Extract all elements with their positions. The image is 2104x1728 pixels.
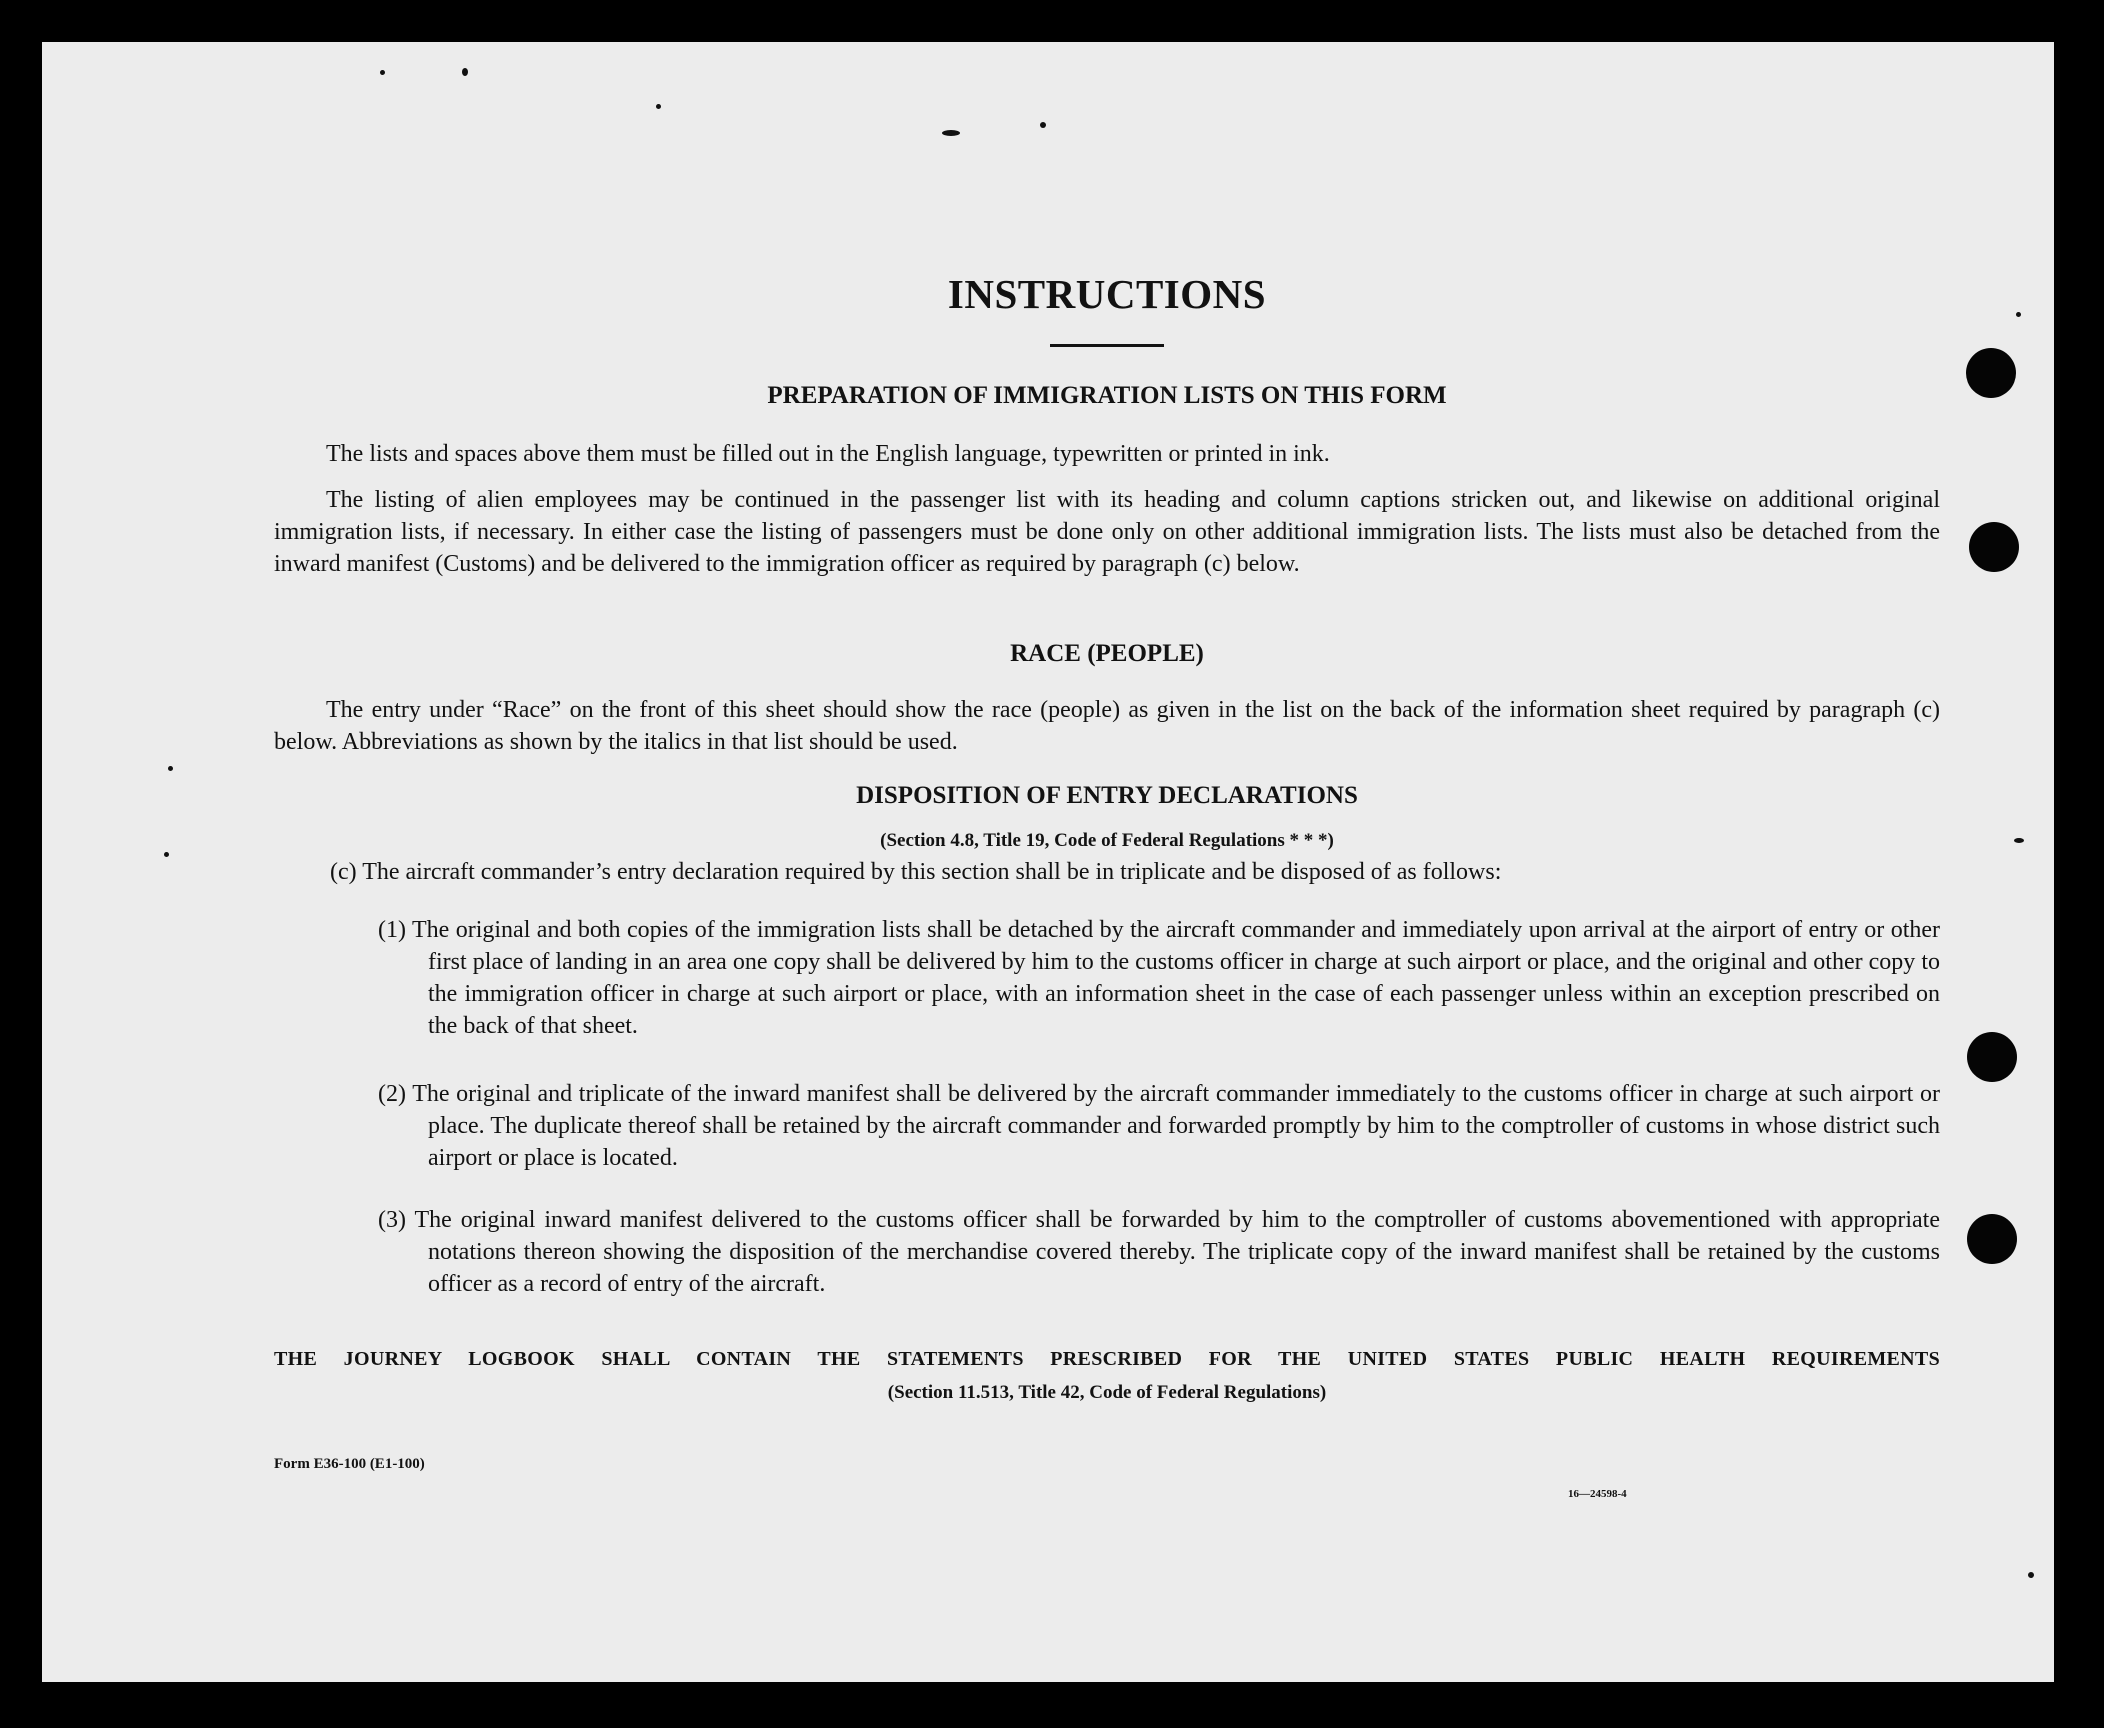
scan-speck [168,766,173,771]
preparation-paragraph-2: The listing of alien employees may be continued in the passenger list with its heading and column captions stricken out, and likewise on additional original immigration lists, if necessary. In either case the listing of passengers must be done only on other additional immigration lists. The lists must also be detached from the inward manifest (Customs) and be delivered to the immigration officer as required by paragraph (c) below. [274,487,1940,577]
scan-speck [2028,1572,2034,1578]
scan-speck [656,104,661,109]
disposition-lead: (c) The aircraft commander’s entry declaration required by this section shall be in triplicate and be disposed of as follows: [330,859,1502,885]
document-page [42,42,2054,1682]
punch-hole-icon [1969,522,2019,572]
page-title: INSTRUCTIONS [947,271,1267,317]
public-health-statement: THE JOURNEY LOGBOOK SHALL CONTAIN THE STATEMENTS PRESCRIBED FOR THE UNITED STATES PUBLIC HEALTH REQUIREMENTS [274,1348,1940,1370]
disposition-item-1: (1) The original and both copies of the immigration lists shall be detached by the aircraft commander and immediately upon arrival at the airport of entry or other first place of landing in an area one copy shall be delivered by him to the customs officer in charge at such airport or place, and the original and other copy to the immigration officer in charge at such airport or place, with an information sheet in the case of each passenger unless within an exception prescribed on the back of that sheet. [378,917,1940,1039]
section-heading-disposition: DISPOSITION OF ENTRY DECLARATIONS [856,782,1358,809]
punch-hole-icon [1966,348,2016,398]
scan-speck [2016,312,2021,317]
punch-hole-icon [1967,1032,2017,1082]
section-heading-preparation: PREPARATION OF IMMIGRATION LISTS ON THIS FORM [767,382,1447,409]
disposition-item-2: (2) The original and triplicate of the inward manifest shall be delivered by the aircraft commander immediately to the customs officer in charge at such airport or place. The duplicate thereof shall be retained by the aircraft commander and forwarded promptly by him to the comptroller of customs in whose district such airport or place is located. [378,1081,1940,1171]
scan-speck [1040,122,1046,128]
scan-speck [2014,838,2024,843]
disposition-citation: (Section 4.8, Title 19, Code of Federal Regulations * * *) [880,830,1334,851]
section-heading-race: RACE (PEOPLE) [1010,640,1204,667]
print-code: 16—24598-4 [1568,1488,1627,1500]
preparation-paragraph-1: The lists and spaces above them must be filled out in the English language, typewritten or printed in ink. [326,441,1330,467]
race-paragraph: The entry under “Race” on the front of this sheet should show the race (people) as given in the list on the back of the information sheet required by paragraph (c) below. Abbreviations as shown by the italics in that list should be used. [274,697,1940,755]
punch-hole-icon [1967,1214,2017,1264]
scan-speck [164,852,169,857]
form-number: Form E36-100 (E1-100) [274,1456,425,1472]
scan-speck [462,68,468,76]
title-underline [1050,344,1164,347]
scan-speck [942,130,960,136]
disposition-item-3: (3) The original inward manifest delivered to the customs officer shall be forwarded by him to the comptroller of customs abovementioned with appropriate notations thereon showing the disposition of the merchandise covered thereby. The triplicate copy of the inward manifest shall be retained by the customs officer as a record of entry of the aircraft. [378,1207,1940,1297]
scan-speck [380,70,385,75]
public-health-citation: (Section 11.513, Title 42, Code of Federal Regulations) [887,1382,1327,1403]
